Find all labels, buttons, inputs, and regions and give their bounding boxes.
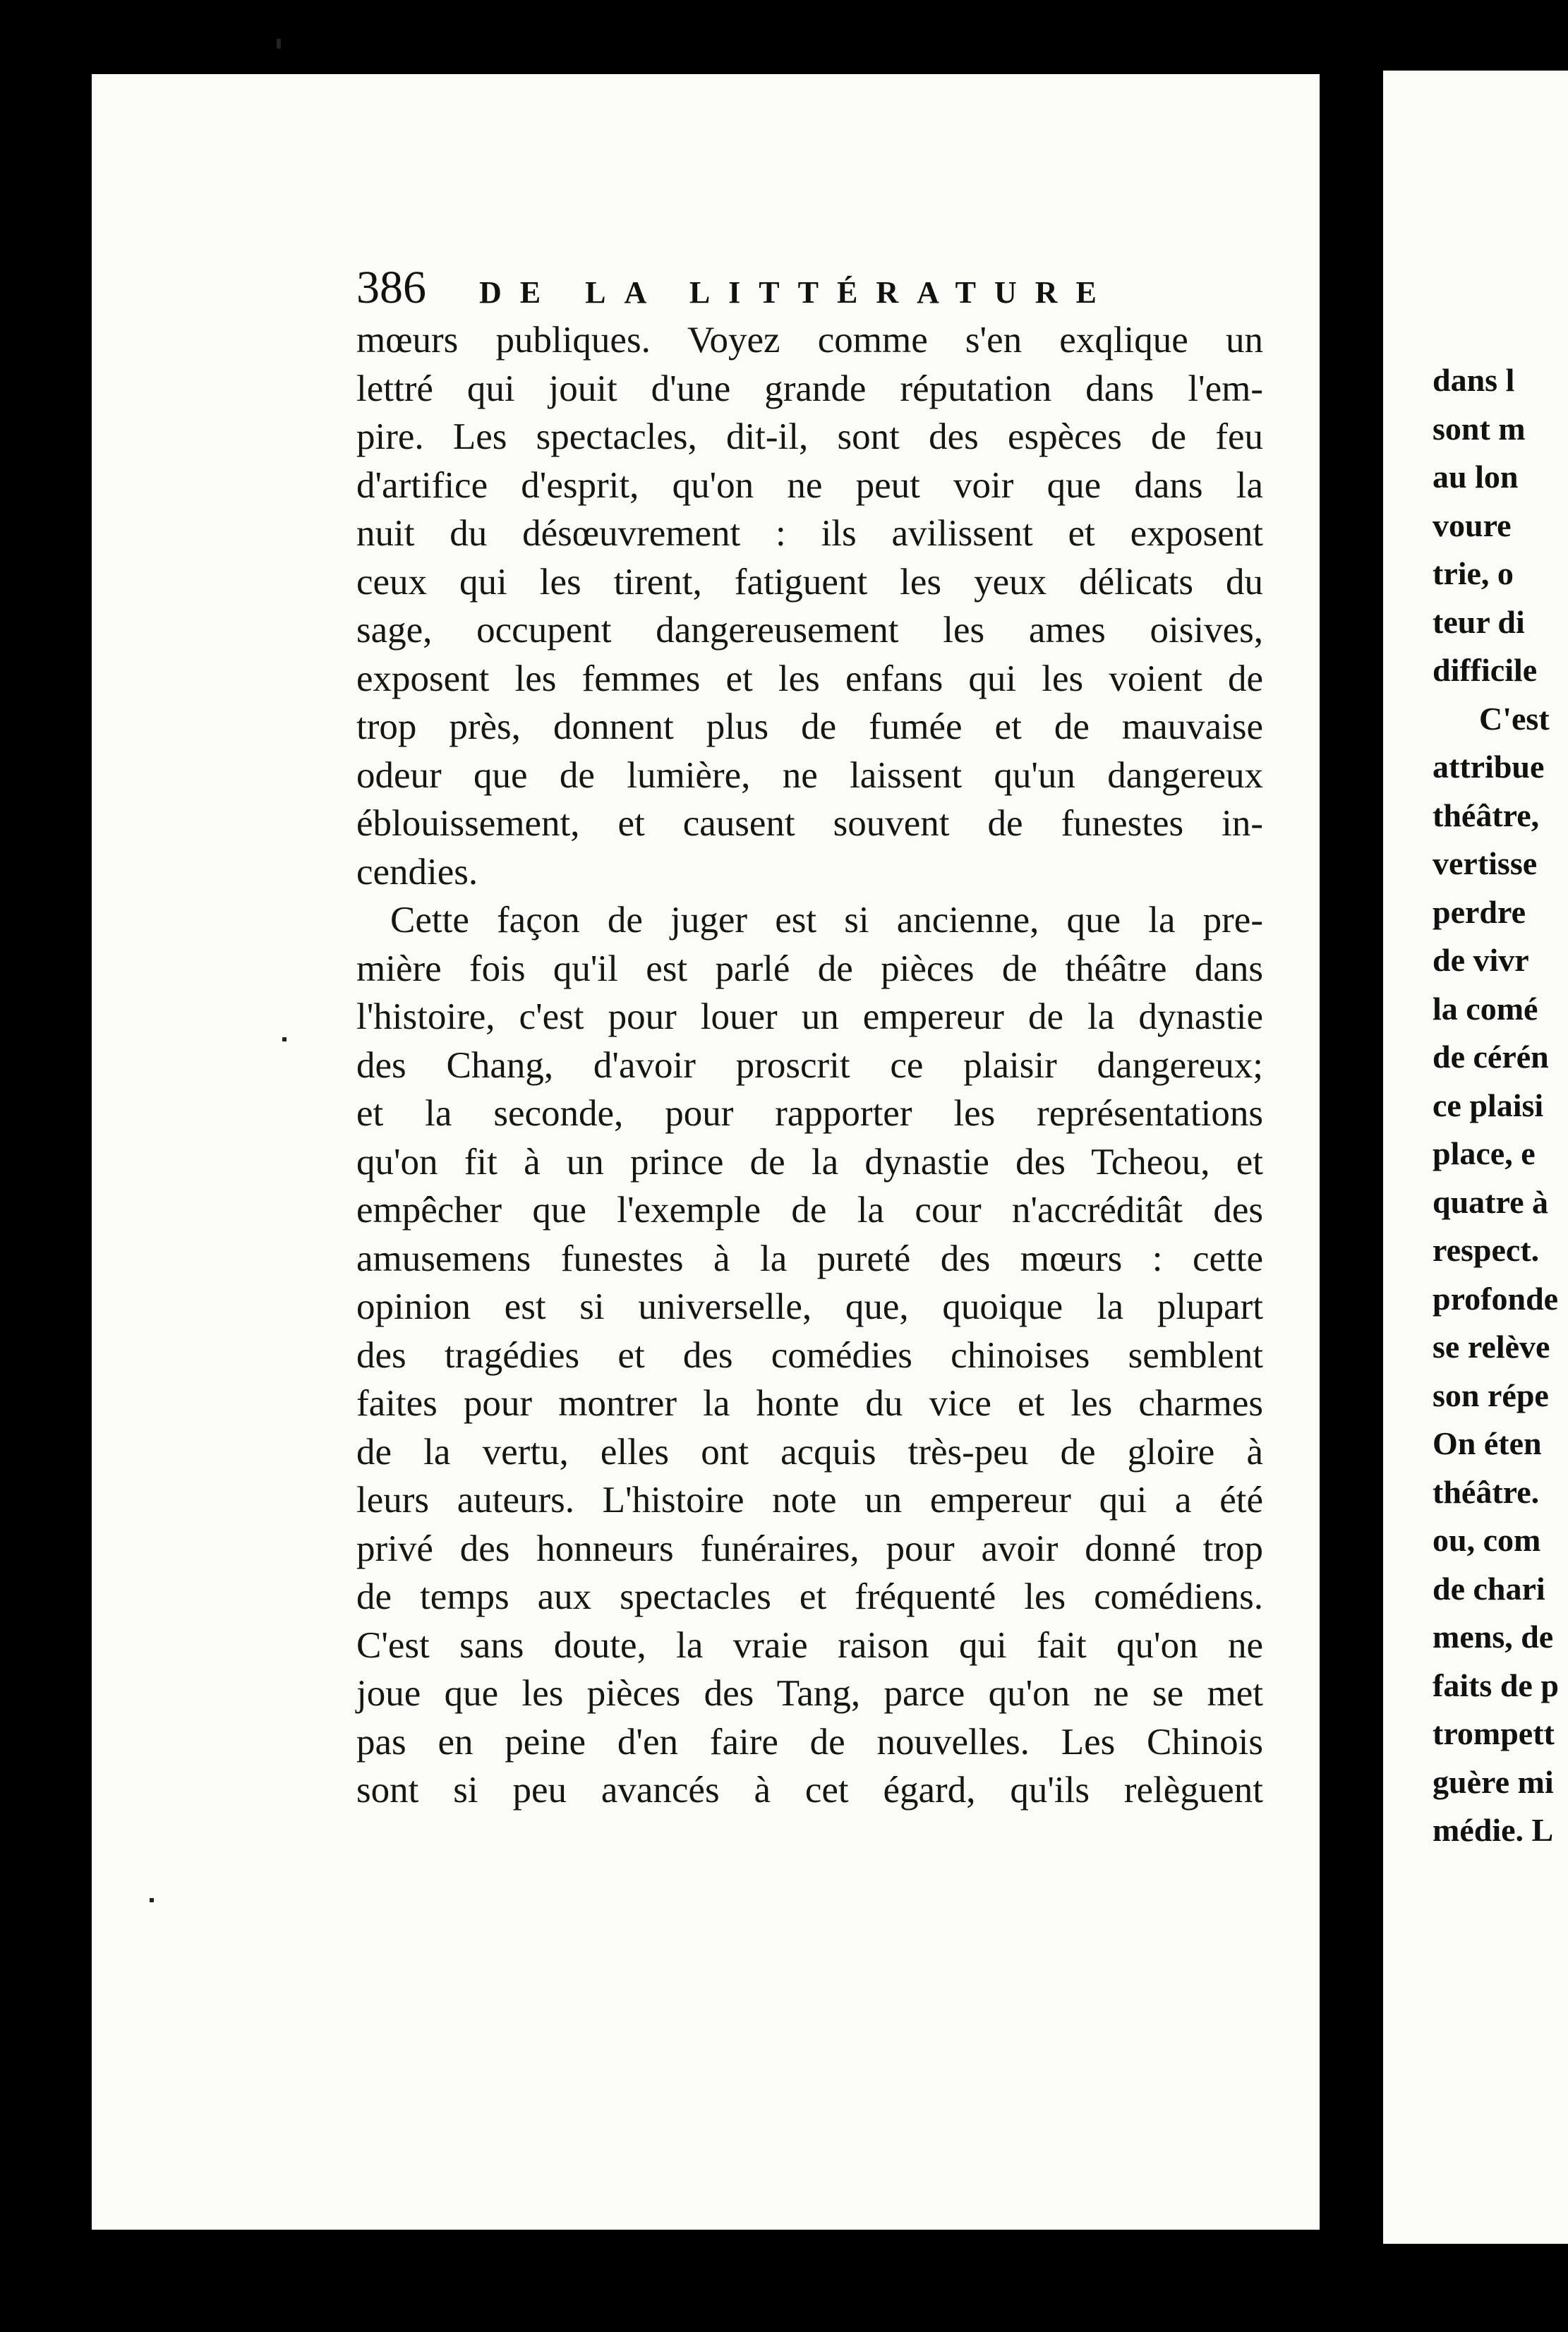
right-page-line: difficile	[1433, 652, 1538, 688]
scan-speck	[150, 1898, 154, 1902]
right-page-line: de vivr	[1433, 942, 1529, 978]
text-line: sont si peu avancés à cet égard, qu'ils relèguent	[356, 1770, 1263, 1811]
right-page-line: respect.	[1433, 1232, 1540, 1268]
right-page-line: la comé	[1433, 990, 1538, 1027]
right-page-line: trompett	[1433, 1715, 1555, 1751]
right-page-line: perdre	[1433, 893, 1526, 930]
text-line: amusemens funestes à la pureté des mœurs : cette	[356, 1238, 1263, 1279]
body-text	[356, 316, 1263, 1815]
running-title: DE LA LITTÉRATURE	[479, 275, 1115, 310]
right-page-line: trie, o	[1433, 555, 1514, 591]
right-page-line: dans l	[1433, 362, 1515, 398]
text-line: empêcher que l'exemple de la cour n'accréditât des	[356, 1190, 1263, 1231]
right-page-line: On éten	[1433, 1425, 1542, 1461]
right-page-line: sont m	[1433, 410, 1526, 447]
right-page-line: ce plaisi	[1433, 1087, 1544, 1123]
text-line: lettré qui jouit d'une grande réputation dans l'em-	[356, 368, 1263, 409]
right-page-line: profonde	[1433, 1280, 1559, 1317]
text-line: des Chang, d'avoir proscrit ce plaisir dangereux;	[356, 1044, 1263, 1086]
text-line: faites pour montrer la honte du vice et les charmes	[356, 1383, 1263, 1424]
text-line: nuit du désœuvrement : ils avilissent et exposent	[356, 513, 1263, 554]
text-line: privé des honneurs funéraires, pour avoir donné trop	[356, 1528, 1263, 1569]
right-page-line: guère mi	[1433, 1763, 1554, 1800]
right-page-text	[1433, 356, 1568, 1855]
text-line: trop près, donnent plus de fumée et de mauvaise	[356, 706, 1263, 747]
text-line: des tragédies et des comédies chinoises semblent	[356, 1334, 1263, 1376]
right-page-line: se relève	[1433, 1329, 1550, 1365]
right-page-line: de chari	[1433, 1570, 1545, 1607]
right-page-line: de cérén	[1433, 1039, 1549, 1075]
text-line: qu'on fit à un prince de la dynastie des Tcheou, et	[356, 1141, 1263, 1183]
text-line: et la seconde, pour rapporter les représentations	[356, 1093, 1263, 1134]
right-page-line: au lon	[1433, 459, 1519, 495]
text-line: pas en peine d'en faire de nouvelles. Les Chinois	[356, 1721, 1263, 1763]
right-page-line: médie. L	[1433, 1812, 1554, 1848]
text-line: de la vertu, elles ont acquis très-peu de gloire à	[356, 1431, 1263, 1473]
text-line: opinion est si universelle, que, quoique la plupart	[356, 1286, 1263, 1327]
right-page-line: ou, com	[1433, 1522, 1541, 1558]
right-page-line: théâtre.	[1433, 1473, 1540, 1510]
right-page-line: quatre à	[1433, 1183, 1548, 1220]
text-line: joue que les pièces des Tang, parce qu'on ne se met	[356, 1673, 1263, 1714]
text-line: pire. Les spectacles, dit-il, sont des espèces de feu	[356, 416, 1263, 457]
text-line: mière fois qu'il est parlé de pièces de théâtre dans	[356, 948, 1263, 989]
book-gutter	[1320, 74, 1383, 2332]
right-page-line: son répe	[1433, 1377, 1549, 1413]
text-line: Cette façon de juger est si ancienne, que la pre-	[390, 900, 1263, 941]
text-line: de temps aux spectacles et fréquenté les comédiens.	[356, 1576, 1263, 1617]
text-line: odeur que de lumière, ne laissent qu'un dangereux	[356, 754, 1263, 796]
right-page-line: attribue	[1433, 749, 1545, 785]
text-line: ceux qui les tirent, fatiguent les yeux délicats du	[356, 561, 1263, 603]
text-line: éblouissement, et causent souvent de funestes in-	[356, 803, 1263, 844]
right-page-line: voure	[1433, 507, 1512, 543]
scan-speck	[277, 39, 281, 49]
text-line: exposent les femmes et les enfans qui les voient de	[356, 658, 1263, 699]
right-page-line: vertisse	[1433, 845, 1538, 881]
right-page-line: C'est	[1479, 700, 1550, 737]
text-line: cendies.	[356, 851, 478, 893]
text-line: sage, occupent dangereusement les ames oisives,	[356, 610, 1263, 651]
right-page-line: place, e	[1433, 1135, 1536, 1171]
right-page-line: mens, de	[1433, 1619, 1554, 1655]
text-line: C'est sans doute, la vraie raison qui fait qu'on ne	[356, 1624, 1263, 1666]
text-line: l'histoire, c'est pour louer un empereur de la dynastie	[356, 996, 1263, 1037]
right-page-line: théâtre,	[1433, 797, 1540, 833]
text-line: leurs auteurs. L'histoire note un empereur qui a été	[356, 1480, 1263, 1521]
running-header	[356, 261, 1274, 315]
text-line: mœurs publiques. Voyez comme s'en exqlique un	[356, 320, 1263, 361]
right-page-line: faits de p	[1433, 1667, 1559, 1703]
text-line: d'artifice d'esprit, qu'on ne peut voir que dans la	[356, 464, 1263, 506]
scan-speck	[282, 1037, 287, 1041]
right-page-line: teur di	[1433, 603, 1525, 640]
page-number: 386	[356, 262, 426, 313]
